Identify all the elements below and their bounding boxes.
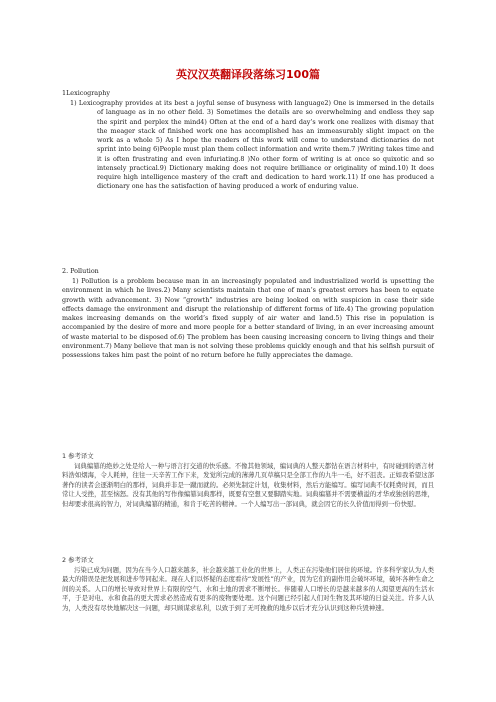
translation-paragraph-1: 词典编纂的绝妙之处是给人一种与语言打交道的快乐感。不像其他领域，编词典的人整天都钻在语言材料中，有时碰到的语言材料浩如烟海，令人耗神，往往一天辛苦工作下来，发觉所完成的薄薄几页草稿只是全部工作的九牛一毛，好不沮丧。正如我希望这部著作的读者会逐渐明白的那样，词典并非是一蹴而就的。必须先制定计划，收集材料，然后方能编写。编写词典不仅耗费时间，而且常让人受挫，甚至恼怒。没有其他的写作像编纂词典那样，既要有空想又要脚踏实地。词典编纂并不需要横溢的才华或独创的思维，但却要求很高的智力，对词典编纂的精通，和肯于吃苦的精神。一个人编写出一部词典，就会因它的长久价值而得到一份快慰。 bbox=[62, 462, 434, 508]
document-title: 英汉汉英翻译段落练习100篇 bbox=[176, 68, 320, 81]
translation-heading-1: 1 参考译文 bbox=[62, 452, 94, 460]
section-heading-lexicography: 1Lexicography bbox=[62, 89, 110, 97]
lexicography-paragraph: 1) Lexicography provides at its best a joyful sense of busyness with language2) One is immersed in the details of language as in no other field. 3) Sometimes the details are so overwhelming and endless they sap the spirit and perplex the mind4) Often at the end of a hard day’s work one realizes with dismay that the meager stack of finished work one has accomplished has an immeasurably slight impact on the work as a whole 5) As I hope the readers of this work will come to understand dictionaries do not sprint into being 6)People must plan them collect information and write them.7 )Writing takes time and it is often frustrating and even infuriating.8 )No other form of writing is at once so quixotic and so intensely practical.9) Dictionary making does not require brilliance or originality of mind.10) It does require high intelligence mastery of the craft and dedication to hard work.11) If one has produced a dictionary one has the satisfaction of having produced a work of enduring value. bbox=[70, 99, 434, 191]
section-heading-pollution: 2. Pollution bbox=[62, 267, 99, 275]
pollution-paragraph: 1) Pollution is a problem because man in an increasingly populated and industrialized world is upsetting the environment in which he lives.2) Many scientists maintain that one of man’s greatest errors has been to equate growth with advancement. 3) Now “growth” industries are being looked on with suspicion in case their side effects damage the environment and disrupt the relationship of different forms of life.4) The growing population makes increasing demands on the world’s fixed supply of air water and land.5) This rise in population is accompanied by the desire of more and more people for a better standard of living, in an ever increasing amount of waste material to be disposed of.6) The problem has been causing increasing concern to living things and their environment.7) Many believe that man is not solving these problems quickly enough and that his selfish pursuit of possessions takes him past the point of no return before he fully appreciates the damage. bbox=[62, 277, 434, 359]
translation-paragraph-2: 污染已成为问题，因为在当今人口越来越多，社会越来越工业化的世界上，人类正在污染他们居住的环境。许多科学家认为人类最大的错误是把发展和进步等同起来。现在人们以怀疑的态度看待“发展性”的产业，因为它们的副作用会破坏环境，破坏各种生命之间的关系。人口的增长导致对世界上有限的空气、水和土地的需求不断增长。伴随着人口增长的是越来越多的人渴望更高的生活水平，于是对电、水和食品的更大需求必然造成有更多的废物要处理。这个问题已经引起人们对生物及其环境的日益关注。许多人认为，人类没有尽快地解决这一问题，却只顾谋求私利，以致于到了无可挽救的地步以后才充分认识到这种兵毁神速。 bbox=[62, 566, 434, 612]
translation-heading-2: 2 参考译文 bbox=[62, 556, 94, 564]
